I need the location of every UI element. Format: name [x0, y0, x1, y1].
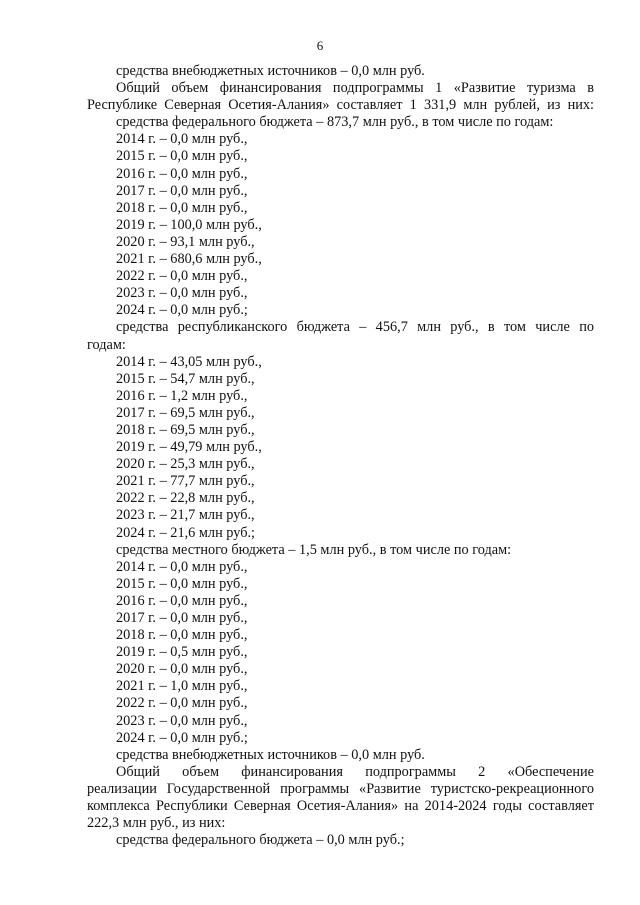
local-year-2016: 2016 г. – 0,0 млн руб.,	[116, 592, 248, 609]
local-year-2014: 2014 г. – 0,0 млн руб.,	[116, 558, 248, 575]
local-year-2017: 2017 г. – 0,0 млн руб.,	[116, 610, 248, 626]
subprogram1-total-line2: Республике Северная Осетия-Алания» составляет 1 331,9 млн рублей, из них:	[87, 97, 594, 114]
subprogram2-federal-line: средства федерального бюджета – 0,0 млн руб.;	[116, 832, 405, 849]
republican-year-2023: 2023 г. – 21,7 млн руб.,	[116, 507, 255, 524]
republican-year-2016: 2016 г. – 1,2 млн руб.,	[116, 387, 248, 404]
subprogram2-total-line4: 222,3 млн руб., из них:	[87, 815, 226, 832]
republican-year-2022: 2022 г. – 22,8 млн руб.,	[116, 490, 255, 507]
offbudget-prev-line: средства внебюджетных источников – 0,0 млн руб.	[116, 63, 425, 79]
local-year-2020: 2020 г. – 0,0 млн руб.,	[116, 661, 248, 678]
republican-budget-heading-line1: средства республиканского бюджета – 456,7 млн руб., в том числе по	[116, 319, 594, 336]
republican-year-2015: 2015 г. – 54,7 млн руб.,	[116, 370, 255, 387]
subprogram2-total-line3: комплекса Республики Северная Осетия-Алания» на 2014-2024 годы составляет	[87, 798, 594, 815]
federal-year-2016: 2016 г. – 0,0 млн руб.,	[116, 165, 248, 182]
local-year-2018: 2018 г. – 0,0 млн руб.,	[116, 627, 248, 644]
local-year-2021: 2021 г. – 1,0 млн руб.,	[116, 678, 248, 695]
local-year-2015: 2015 г. – 0,0 млн руб.,	[116, 575, 248, 592]
republican-year-2018: 2018 г. – 69,5 млн руб.,	[116, 421, 255, 438]
local-year-2019: 2019 г. – 0,5 млн руб.,	[116, 644, 248, 661]
page-number: 6	[316, 38, 324, 53]
federal-year-2024: 2024 г. – 0,0 млн руб.;	[116, 302, 248, 319]
republican-year-2017: 2017 г. – 69,5 млн руб.,	[116, 404, 255, 421]
local-year-2023: 2023 г. – 0,0 млн руб.,	[116, 712, 248, 729]
federal-budget-heading: средства федерального бюджета – 873,7 млн руб., в том числе по годам:	[116, 114, 554, 131]
subprogram1-total-line1: Общий объем финансирования подпрограммы 1 «Развитие туризма в	[116, 80, 594, 97]
republican-budget-heading-line2: годам:	[87, 336, 126, 353]
federal-year-2014: 2014 г. – 0,0 млн руб.,	[116, 131, 248, 148]
republican-year-2019: 2019 г. – 49,79 млн руб.,	[116, 439, 262, 456]
republican-year-2014: 2014 г. – 43,05 млн руб.,	[116, 353, 262, 370]
federal-year-2017: 2017 г. – 0,0 млн руб.,	[116, 182, 248, 199]
subprogram2-total-line2: реализации Государственной программы «Развитие туристско-рекреационного	[87, 780, 594, 797]
local-year-2024: 2024 г. – 0,0 млн руб.;	[116, 729, 248, 746]
federal-year-2023: 2023 г. – 0,0 млн руб.,	[116, 285, 248, 302]
republican-year-2020: 2020 г. – 25,3 млн руб.,	[116, 456, 255, 473]
federal-year-2019: 2019 г. – 100,0 млн руб.,	[116, 216, 262, 233]
federal-year-2015: 2015 г. – 0,0 млн руб.,	[116, 148, 248, 165]
offbudget-line: средства внебюджетных источников – 0,0 млн руб.	[116, 746, 425, 763]
local-budget-heading: средства местного бюджета – 1,5 млн руб., в том числе по годам:	[116, 541, 512, 558]
republican-year-2021: 2021 г. – 77,7 млн руб.,	[116, 473, 255, 490]
federal-year-2018: 2018 г. – 0,0 млн руб.,	[116, 199, 248, 216]
federal-year-2020: 2020 г. – 93,1 млн руб.,	[116, 233, 255, 250]
subprogram2-total-line1: Общий объем финансирования подпрограммы 2 «Обеспечение	[116, 763, 594, 780]
federal-year-2022: 2022 г. – 0,0 млн руб.,	[116, 268, 248, 285]
local-year-2022: 2022 г. – 0,0 млн руб.,	[116, 695, 248, 712]
federal-year-2021: 2021 г. – 680,6 млн руб.,	[116, 251, 262, 268]
republican-year-2024: 2024 г. – 21,6 млн руб.;	[116, 524, 256, 541]
document-body	[87, 63, 594, 849]
